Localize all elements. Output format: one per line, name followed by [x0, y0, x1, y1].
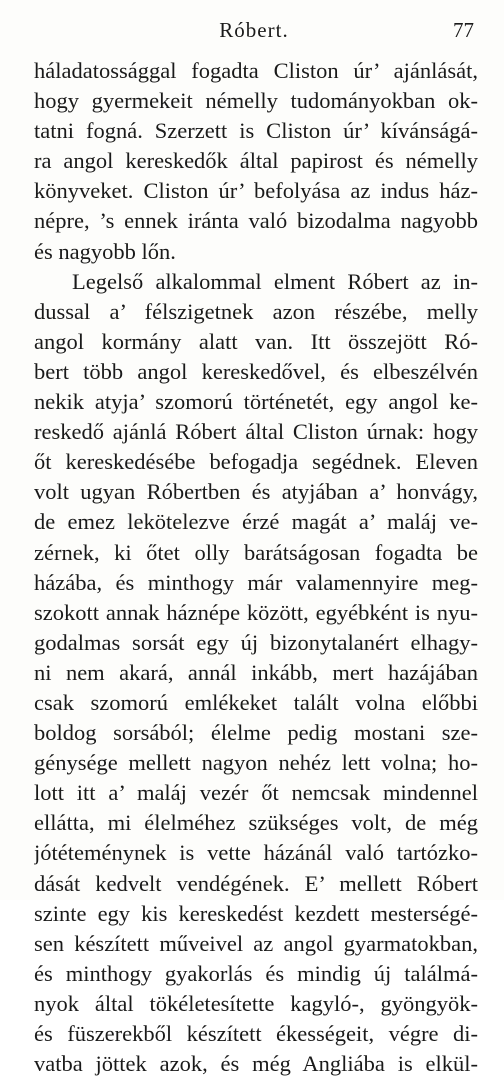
text-line: génysége mellett nagyon nehéz lett volna; ho- — [34, 750, 478, 776]
text-line: boldog sorsából; élelme pedig mostani sze- — [34, 720, 478, 746]
text-line: és füszerekből készített ékességeit, végre di- — [34, 1021, 478, 1046]
text-line: háladatossággal fogadta Cliston úr’ ajánlását, — [34, 58, 478, 83]
text-line: hogy gyermekeit némelly tudományokban ok- — [34, 88, 478, 114]
text-line: szokott annak háznépe között, egyébként is nyu- — [34, 599, 478, 625]
text-line: volt ugyan Róbertben és atyjában a’ honvágy, — [34, 479, 478, 505]
text-line: de emez lekötelezve érzé magát a’ maláj ve- — [34, 509, 478, 535]
text-line: lott itt a’ maláj vezér őt nemcsak mindennel — [34, 780, 478, 806]
text-line: ellátta, mi élelméhez szükséges volt, de még — [34, 810, 478, 836]
text-line: zérnek, ki őtet olly barátságosan fogadta be — [34, 539, 478, 565]
text-line: népre, ’s ennek iránta való bizodalma nagyobb — [34, 208, 478, 234]
text-line: ni nem akará, annál inkább, mert hazájában — [34, 659, 478, 685]
text-line: godalmas sorsát egy új bizonytalanért elhagy- — [34, 629, 478, 655]
text-line: csak szomorú emlékeket talált volna előbbi — [34, 689, 478, 715]
text-line: házába, és minthogy már valamennyire meg- — [34, 569, 478, 595]
text-line: angol kormány alatt van. Itt összejött Ró- — [34, 328, 478, 354]
text-line: és nagyobb lőn. — [34, 238, 176, 264]
body-text — [34, 56, 478, 1079]
text-line: sen készített műveivel az angol gyarmatokban, — [34, 930, 478, 956]
text-line: őt kereskedésébe befogadja segédnek. Eleven — [34, 449, 478, 475]
running-title: Róbert. — [219, 18, 289, 42]
text-line: tatni fogná. Szerzett is Cliston úr’ kívánságá- — [34, 118, 478, 144]
text-line: dussal a’ félszigetnek azon részébe, melly — [34, 298, 478, 324]
text-line: és minthogy gyakorlás és mindig új találmá- — [34, 960, 478, 986]
paragraph-first-line: Legelső alkalommal elment Róbert az in- — [72, 268, 478, 294]
text-line: dását kedvelt vendégének. E’ mellett Róbert — [34, 870, 478, 896]
running-head — [34, 18, 474, 44]
text-line: könyveket. Cliston úr’ befolyása az indus ház- — [34, 178, 478, 204]
text-line: szinte egy kis kereskedést kezdett mesterségé- — [34, 900, 478, 926]
text-line: jótéteménynek is vette házánál való tartózko- — [34, 840, 478, 866]
text-line: bert több angol kereskedővel, és elbeszélvén — [34, 358, 478, 384]
text-line: vatba jöttek azok, és még Angliába is elkül- — [34, 1051, 478, 1077]
text-line: nyok által tökéletesítette kagyló-, gyöngyök- — [34, 990, 478, 1016]
text-line: reskedő ajánlá Róbert által Cliston úrnak: hogy — [34, 419, 478, 445]
text-line: nekik atyja’ szomorú történetét, egy angol ke- — [34, 389, 478, 415]
text-line: ra angol kereskedők által papirost és némelly — [34, 148, 478, 174]
page-number: 77 — [453, 18, 474, 42]
